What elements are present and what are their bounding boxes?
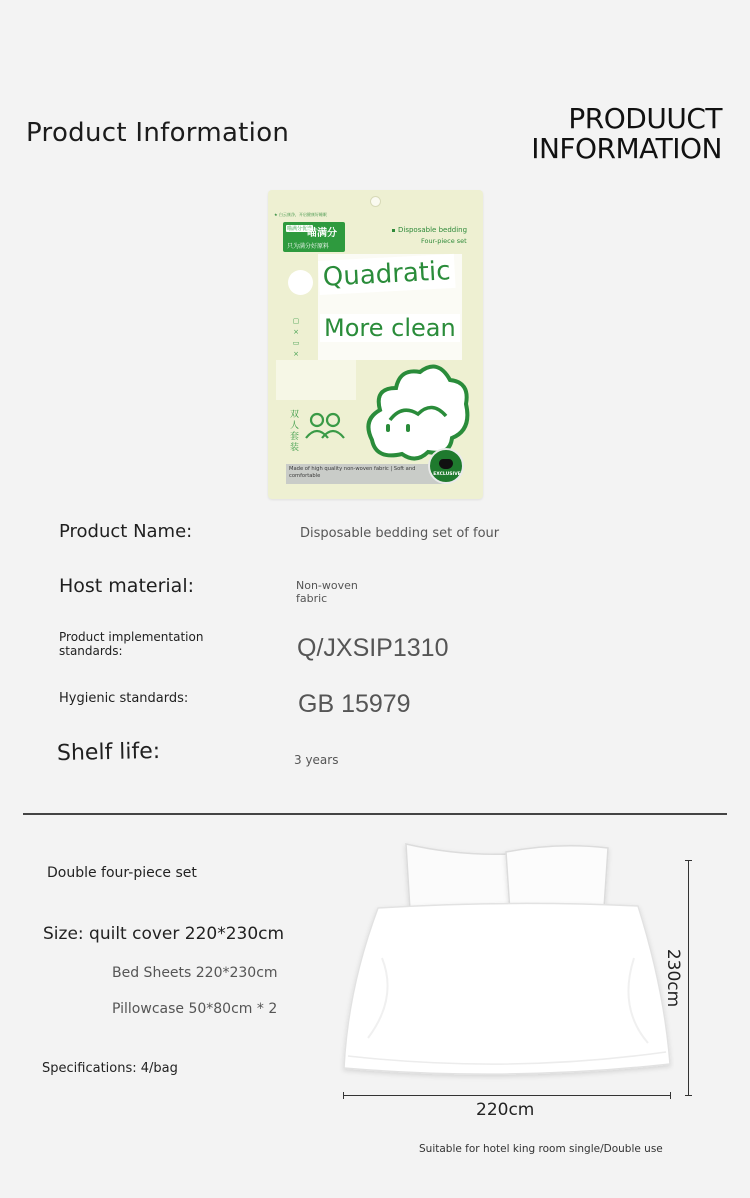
set-name: Double four-piece set: [47, 865, 197, 881]
bed-illustration: [338, 838, 674, 1088]
height-dimension-line: [688, 860, 689, 1096]
bullet-icon: [392, 229, 395, 232]
cloud-mascot-icon: [362, 360, 472, 464]
cat-icon: [439, 459, 453, 469]
host-material-value-line2: fabric: [296, 592, 328, 605]
size-line: Size: quilt cover 220*230cm: [43, 924, 285, 944]
product-name-value: Disposable bedding set of four: [300, 526, 500, 541]
impl-standard-label-line2: standards:: [59, 644, 123, 658]
width-dimension-line: [343, 1095, 671, 1096]
brand-slogan: 只为满分好原料: [287, 243, 330, 250]
height-dimension-label: 230cm: [663, 948, 683, 1008]
decor-panel: [276, 360, 356, 400]
hygienic-value: GB 15979: [298, 690, 411, 718]
title-en-line2: INFORMATION: [531, 132, 722, 165]
brand-tag: 喵满分优选: [287, 226, 313, 232]
host-material-value-line1: Non-woven: [296, 579, 358, 592]
badge-label: EXCLUSIVE: [433, 472, 461, 477]
shelf-life-value: 3 years: [294, 753, 339, 767]
hang-hole: [370, 196, 381, 207]
host-material-label: Host material:: [59, 575, 195, 597]
bedding-items-icon: ▢ × ▭ ×: [292, 317, 300, 358]
decor-dot: [288, 270, 313, 295]
package-top-line: ★ 白云康净，开启健康好睡眠: [274, 212, 327, 217]
shelf-life-label: Shelf life:: [56, 738, 161, 767]
two-people-icon: [304, 412, 346, 440]
bed-sheets-size: Bed Sheets 220*230cm: [112, 965, 278, 981]
host-material-value: [296, 579, 358, 605]
product-package-image: [268, 190, 483, 499]
impl-standard-value: Q/JXSIP1310: [297, 634, 449, 662]
usage-note: Suitable for hotel king room single/Double use: [419, 1143, 663, 1155]
page-title: Product Information: [26, 118, 290, 148]
width-dimension-label: 220cm: [476, 1100, 535, 1120]
brand-name: 喵满分: [307, 228, 337, 239]
impl-standard-label: [59, 630, 203, 658]
exclusive-badge: [428, 448, 464, 484]
page-title-en: [531, 104, 722, 164]
section-divider: [23, 813, 727, 815]
product-name-label: Product Name:: [59, 521, 193, 542]
package-headline-2: More clean: [320, 314, 460, 342]
impl-standard-label-line1: Product implementation: [59, 630, 204, 644]
package-disposable: Disposable bedding: [398, 226, 468, 234]
title-en-line1: PRODUUCT: [568, 102, 722, 135]
package-info-strip: Made of high quality non-woven fabric | Soft and comfortable: [286, 464, 444, 484]
package-double-set: 双人套装: [290, 410, 300, 453]
hygienic-label: Hygienic standards:: [59, 691, 189, 706]
pillowcase-size: Pillowcase 50*80cm * 2: [112, 1001, 278, 1017]
package-four-piece: Four-piece set: [421, 237, 467, 245]
brand-block: [283, 222, 345, 252]
specifications: Specifications: 4/bag: [42, 1061, 178, 1076]
package-headline-1: Quadratic: [318, 254, 455, 295]
